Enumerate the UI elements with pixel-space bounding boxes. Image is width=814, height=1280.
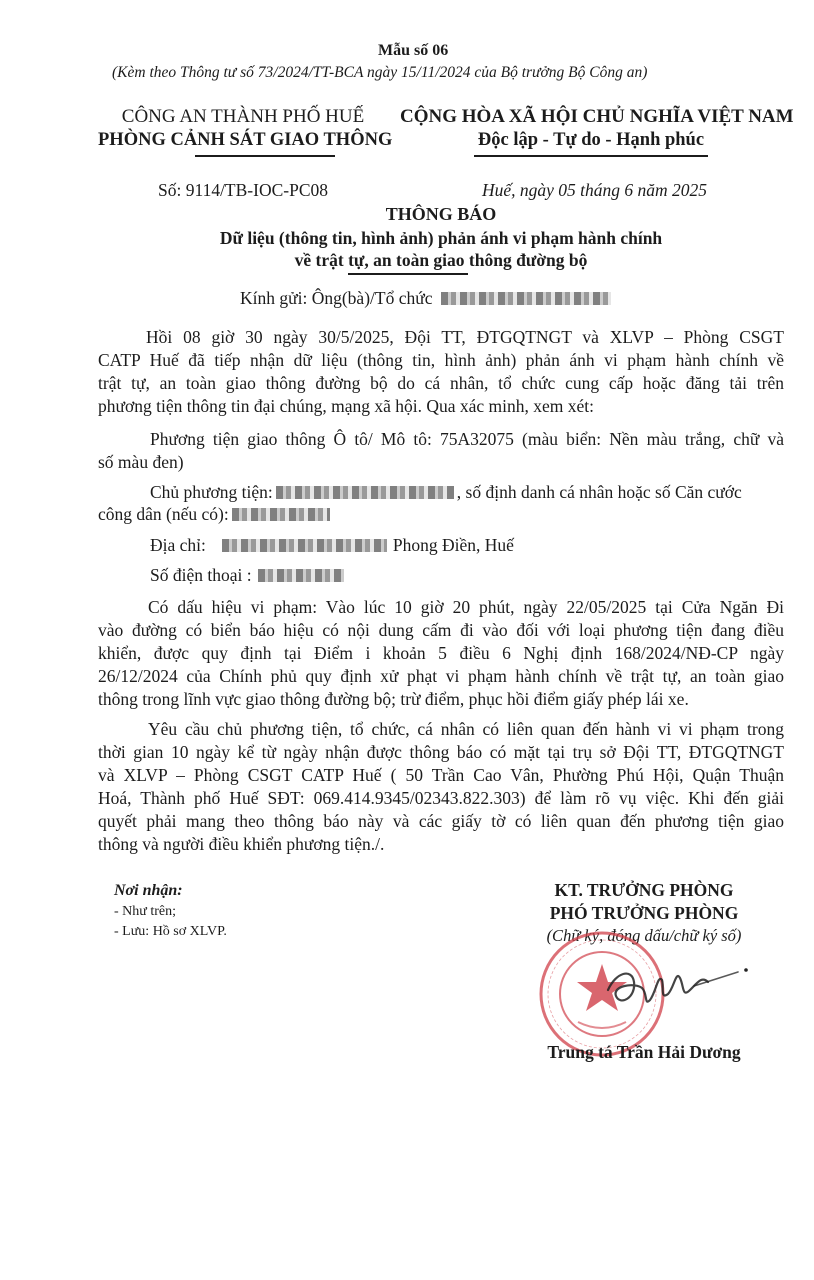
owner-suffix: số định danh cá nhân hoặc số Căn cước bbox=[465, 482, 742, 502]
signer-name: Trung tá Trần Hải Dương bbox=[547, 1042, 741, 1062]
redacted-address bbox=[222, 539, 387, 552]
redacted-phone bbox=[258, 569, 344, 582]
request-line-1: Yêu cầu chủ phương tiện, tổ chức, cá nhân có liên quan đến hành vi vi phạm trong bbox=[148, 719, 784, 739]
address-label: Địa chỉ: bbox=[150, 535, 206, 555]
paragraph-1-line-3: trật tự, an toàn giao thông đường bộ do cá nhân, tổ chức cung cấp hoặc đăng tải trên bbox=[98, 373, 784, 393]
phone-label: Số điện thoại : bbox=[150, 565, 252, 585]
violation-line-1: Có dấu hiệu vi phạm: Vào lúc 10 giờ 20 phút, ngày 22/05/2025 tại Cửa Ngăn Đi bbox=[148, 597, 784, 617]
request-line-5: quyết phải mang theo thông báo này và các giấy tờ có liên quan đến phương tiện giao bbox=[98, 811, 784, 831]
agency-name: CÔNG AN THÀNH PHỐ HUẾ bbox=[121, 106, 365, 127]
paragraph-1-line-1: Hồi 08 giờ 30 ngày 30/5/2025, Đội TT, ĐTGQTNGT và XLVP – Phòng CSGT bbox=[146, 327, 784, 347]
agency-underline bbox=[195, 155, 335, 157]
citizen-id-line bbox=[98, 503, 784, 525]
country-name: CỘNG HÒA XÃ HỘI CHỦ NGHĨA VIỆT NAM bbox=[400, 106, 794, 127]
sign-title-1: KT. TRƯỞNG PHÒNG bbox=[554, 880, 734, 900]
redacted-owner-name bbox=[276, 486, 454, 499]
address-suffix: Phong Điền, Huế bbox=[392, 535, 514, 555]
country-motto: Độc lập - Tự do - Hạnh phúc bbox=[477, 130, 705, 150]
phone-line bbox=[150, 564, 784, 586]
sign-note: (Chữ ký, đóng dấu/chữ ký số) bbox=[546, 926, 742, 945]
document-subtitle-1: Dữ liệu (thông tin, hình ảnh) phản ánh vi phạm hành chính bbox=[219, 228, 663, 248]
document-title: THÔNG BÁO bbox=[385, 204, 497, 224]
vehicle-line-1: Phương tiện giao thông Ô tô/ Mô tô: 75A32075 (màu biển: Nền màu trắng, chữ và bbox=[150, 429, 784, 449]
owner-label: Chủ phương tiện: bbox=[150, 482, 273, 502]
signature-icon bbox=[598, 952, 758, 1022]
recipients-title: Nơi nhận: bbox=[114, 882, 183, 899]
redacted-citizen-id bbox=[232, 508, 330, 521]
form-attachment: (Kèm theo Thông tư số 73/2024/TT-BCA ngày 15/11/2024 của Bộ trưởng Bộ Công an) bbox=[112, 64, 648, 81]
recipient-item-2: - Lưu: Hồ sơ XLVP. bbox=[114, 924, 227, 939]
document-number: Số: 9114/TB-IOC-PC08 bbox=[158, 180, 328, 200]
request-line-6: thông và người điều khiển phương tiện./. bbox=[98, 834, 385, 854]
recipient-line bbox=[240, 288, 611, 309]
citizen-id-label: công dân (nếu có): bbox=[98, 504, 229, 524]
request-line-2: thời gian 10 ngày kể từ ngày nhận được thông báo có mặt tại trụ sở Đội TT, ĐTGQTNGT bbox=[98, 742, 784, 762]
violation-line-4: 26/12/2024 của Chính phủ quy định xử phạt vi phạm hành chính về trật tự, an toàn giao bbox=[98, 666, 784, 686]
paragraph-1-line-4: phương tiện thông tin đại chúng, mạng xã hội. Qua xác minh, xem xét: bbox=[98, 396, 595, 416]
violation-line-2: vào đường có biển báo hiệu có nội dung cấm đi vào đối với loại phương tiện đang điều bbox=[98, 620, 784, 640]
violation-line-3: khiển, được quy định tại Điểm i khoản 5 điều 6 Nghị định 168/2024/NĐ-CP ngày bbox=[98, 643, 784, 663]
department-name: PHÒNG CẢNH SÁT GIAO THÔNG bbox=[98, 130, 393, 150]
form-number: Mẫu số 06 bbox=[378, 42, 449, 59]
violation-line-5: thông trong lĩnh vực giao thông đường bộ; trừ điểm, phục hồi điểm giấy phép lái xe. bbox=[98, 689, 689, 709]
redacted-recipient bbox=[441, 292, 611, 305]
recipient-item-1: - Như trên; bbox=[114, 904, 177, 919]
document-subtitle-2: về trật tự, an toàn giao thông đường bộ bbox=[294, 250, 588, 270]
request-line-4: Hoá, Thành phố Huế SĐT: 069.414.9345/02343.822.303) để làm rõ vụ việc. Khi đến giải bbox=[98, 788, 784, 808]
place-date: Huế, ngày 05 tháng 6 năm 2025 bbox=[482, 180, 708, 200]
paragraph-1-line-2: CATP Huế đã tiếp nhận dữ liệu (thông tin, hình ảnh) phản ánh vi phạm hành chính về bbox=[98, 350, 784, 370]
request-line-3: và XLVP – Phòng CSGT CATP Huế ( 50 Trần Cao Vân, Phường Phú Hội, Quận Thuận bbox=[98, 765, 784, 785]
motto-underline bbox=[474, 155, 708, 157]
address-line bbox=[150, 534, 784, 556]
sign-title-2: PHÓ TRƯỞNG PHÒNG bbox=[549, 903, 739, 923]
recipient-label: Kính gửi: Ông(bà)/Tổ chức bbox=[240, 288, 433, 308]
title-underline bbox=[348, 273, 468, 275]
owner-line: Chủ phương tiện: , số định danh cá nhân hoặc số Căn cước bbox=[150, 482, 742, 502]
vehicle-line-2: số màu đen) bbox=[98, 452, 184, 472]
